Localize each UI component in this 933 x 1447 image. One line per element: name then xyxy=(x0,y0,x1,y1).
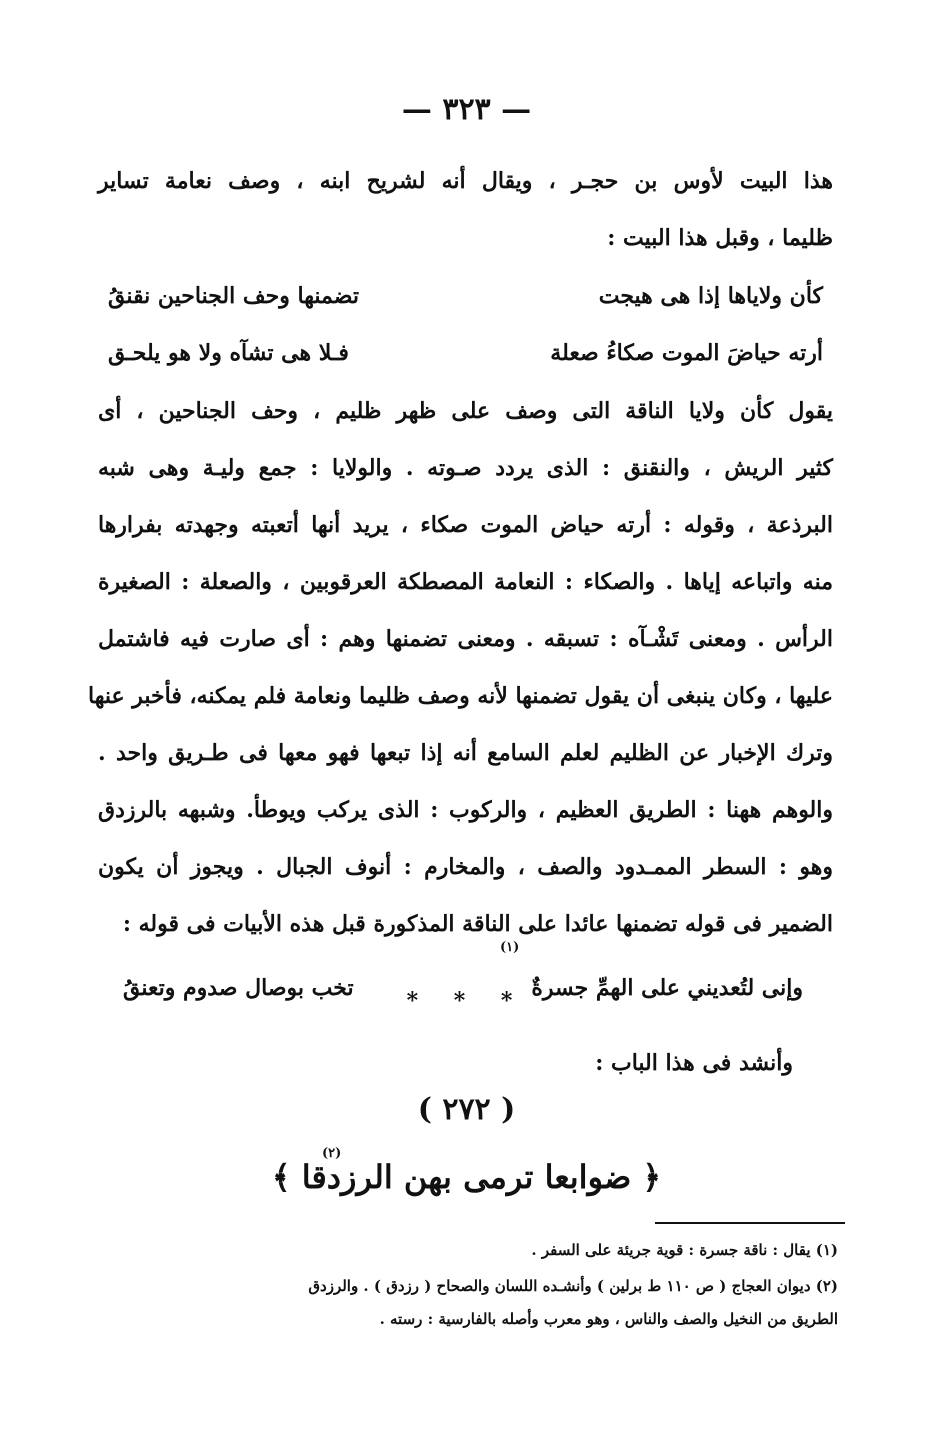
verse-second-hemistich: تضمنها وحف الجناحين نقنقُ xyxy=(108,283,359,309)
footnotes xyxy=(93,1232,838,1334)
verse-second-hemistich: تخب بوصال صدوم وتعنقُ xyxy=(123,975,354,1001)
verse-line xyxy=(108,268,823,325)
verse-first-hemistich: كأن ولاياها إذا هى هيجت xyxy=(598,283,823,309)
text-line: وهو : السطر الممـدود والصف ، والمخارم : أنوف الجبال . ويجوز أن يكون xyxy=(98,854,833,880)
text-line: الرأس . ومعنى تَشْـآه : تسبقه . ومعنى تضمنها وهم : أى صارت فيه فاشتمل xyxy=(98,626,833,652)
footnote: (٢) ديوان العجاج ( ص ١١٠ ط برلين ) وأنشـده اللسان والصحاح ( رزدق ) . والرزدق xyxy=(308,1277,838,1295)
text-line: والوهم ههنا : الطريق العظيم ، والركوب : الذى يركب ويوطأ. وشبهه بالرزدق xyxy=(98,797,833,823)
text-line: البرذعة ، وقوله : أرته حياض الموت صكاء ، يريد أنها أتعبته وجهدته بفرارها xyxy=(98,512,833,538)
footnote-divider xyxy=(655,1222,845,1224)
text-line: يقول كأن ولايا الناقة التى وصف على ظهر ظليم ، وحف الجناحين ، أى xyxy=(98,398,833,424)
text-line: ظليما ، وقبل هذا البيت : xyxy=(607,225,833,251)
page-number: — ٣٢٣ — xyxy=(401,92,532,127)
intro-line: وأنشد فى هذا الباب : xyxy=(595,1050,793,1076)
verse-first-hemistich: وإنى لتُعديني على الهمِّ جسرةٌ xyxy=(531,975,803,1001)
text-line: منه واتباعه إياها . والصكاء : النعامة المصطكة العرقوبين ، والصعلة : الصغيرة xyxy=(98,569,833,595)
verse-first-hemistich: أرته حياضَ الموت صكاءُ صعلة xyxy=(550,340,823,366)
text-line: هذا البيت لأوس بن حجـر ، ويقال أنه لشريح ابنه ، وصف نعامة تساير xyxy=(98,168,833,194)
text-line: الضمير فى قوله تضمنها عائدا على الناقة المذكورة قبل هذه الأبيات فى قوله : xyxy=(122,911,833,937)
footnote-continuation: الطريق من النخيل والصف والناس ، وهو معرب وأصله بالفارسية : رسته . xyxy=(379,1310,838,1328)
verse-second-hemistich: فـلا هى تشآه ولا هو يلحـق xyxy=(108,340,349,366)
text-line: وترك الإخبار عن الظليم لعلم السامع أنه إذا تبعها فهو معها فى طـريق واحد . xyxy=(98,740,833,766)
text-line: عليها ، وكان ينبغى أن يقول تضمنها لأنه وصف ظليما ونعامة فلم يمكنه، فأخبر عنها xyxy=(87,683,833,709)
verse-line xyxy=(108,325,823,382)
footnote: (١) يقال : ناقة جسرة : قوية جريئة على السفر . xyxy=(531,1241,838,1259)
footnote-marker: (١) xyxy=(500,940,520,955)
section-separator: * * * xyxy=(406,988,527,1014)
paragraph-commentary xyxy=(87,383,833,953)
text-line: كثير الريش ، والنقنق : الذى يردد صـوته . والولايا : جمع وليـة وهى شبه xyxy=(98,455,833,481)
footnote-marker: (٢) xyxy=(322,1146,342,1161)
poem-title: ﴿ ضوابعا ترمى بهن الرزدقا ﴾ xyxy=(271,1158,662,1196)
poem-number: ( ٢٧٢ ) xyxy=(417,1092,516,1127)
paragraph-intro xyxy=(98,153,833,267)
